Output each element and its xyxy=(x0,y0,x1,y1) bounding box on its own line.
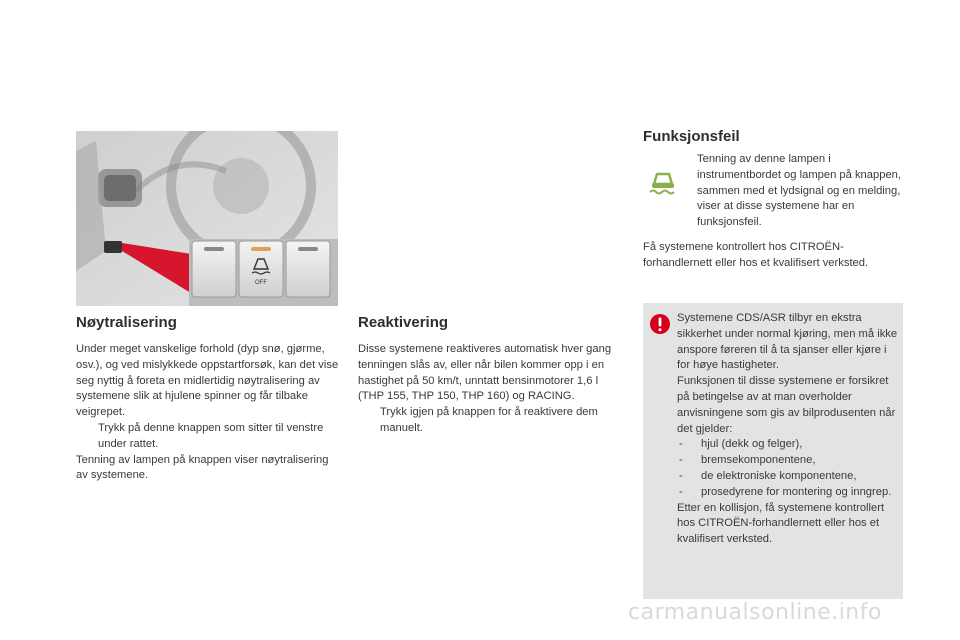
neutralisation-heading: Nøytralisering xyxy=(76,314,177,331)
bullet-marker xyxy=(358,405,380,437)
malfunction-text: Få systemene kontrollert hos CITROËN-forhandlernett eller hos et kvalifisert verksted. xyxy=(643,241,869,269)
warning-item-text: bremsekomponentene, xyxy=(701,454,816,467)
dashboard-illustration xyxy=(76,131,338,306)
warning-item-text: prosedyrene for montering og inngrep. xyxy=(701,485,892,498)
warning-item xyxy=(677,453,899,469)
dash-marker: - xyxy=(679,485,683,498)
reactivation-section xyxy=(358,314,616,437)
neutralisation-section xyxy=(76,314,341,484)
neutralisation-bullet-text: Trykk på denne knappen som sitter til venstre under rattet. xyxy=(98,421,324,450)
neutralisation-bullet xyxy=(76,421,341,453)
dash-marker: - xyxy=(679,454,683,467)
bullet-marker xyxy=(76,421,98,453)
watermark: carmanualsonline.info xyxy=(628,600,882,625)
warning-outro: Etter en kollisjon, få systemene kontrollert hos CITROËN-forhandlernett eller hos et kvalifisert verksted. xyxy=(677,501,885,546)
malfunction-heading: Funksjonsfeil xyxy=(643,128,740,145)
warning-item-text: hjul (dekk og felger), xyxy=(701,438,803,451)
dash-marker: - xyxy=(679,438,683,451)
reactivation-bullet-text: Trykk igjen på knappen for å reaktivere dem manuelt. xyxy=(380,406,598,434)
warning-box xyxy=(643,303,903,599)
reactivation-text: Disse systemene reaktiveres automatisk hver gang tenningen slås av, eller når bilen kommer opp i en hastighet på 50 km/t, unntatt bensinmotorer 1,6 l (THP 155, THP 150, THP 160) og RACING. xyxy=(358,343,612,403)
warning-conditions-text: Funksjonen til disse systemene er forsikret på betingelse av at man overholder anvisningene som gis av bilprodusenten når det gjelder: xyxy=(677,375,896,435)
warning-item xyxy=(677,469,899,485)
warning-item xyxy=(677,437,899,453)
warning-item-text: de elektroniske komponentene, xyxy=(701,469,857,482)
malfunction-lamp-text: Tenning av denne lampen i instrumentbordet og lampen på knappen, sammen med et lydsignal og en melding, viser at disse systemene har en funksjonsfeil. xyxy=(697,153,901,229)
warning-icon xyxy=(649,313,671,335)
neutralisation-text: Under meget vanskelige forhold (dyp snø, gjørme, osv.), og ved mislykkede oppstartforsøk, kan det vise seg nyttig å foreta en midlertidig nøytralisering av systemene slik at hjulene spinner og får tilbake veigrepet. xyxy=(76,343,339,419)
neutralisation-lamp-text: Tenning av lampen på knappen viser nøytralisering av systemene. xyxy=(76,453,329,482)
reactivation-bullet xyxy=(358,405,616,437)
warning-item xyxy=(677,485,899,501)
esp-warning-lamp-icon xyxy=(646,168,680,196)
warning-intro: Systemene CDS/ASR tilbyr en ekstra sikkerhet under normal kjøring, men må ikke anspore føreren til å ta sjanser eller kjøre i for høye hastigheter. xyxy=(677,312,898,372)
dash-marker: - xyxy=(679,469,683,482)
dashboard-photo xyxy=(76,131,338,306)
reactivation-heading: Reaktivering xyxy=(358,314,449,331)
malfunction-section xyxy=(643,128,903,145)
off-label: OFF xyxy=(255,280,267,286)
